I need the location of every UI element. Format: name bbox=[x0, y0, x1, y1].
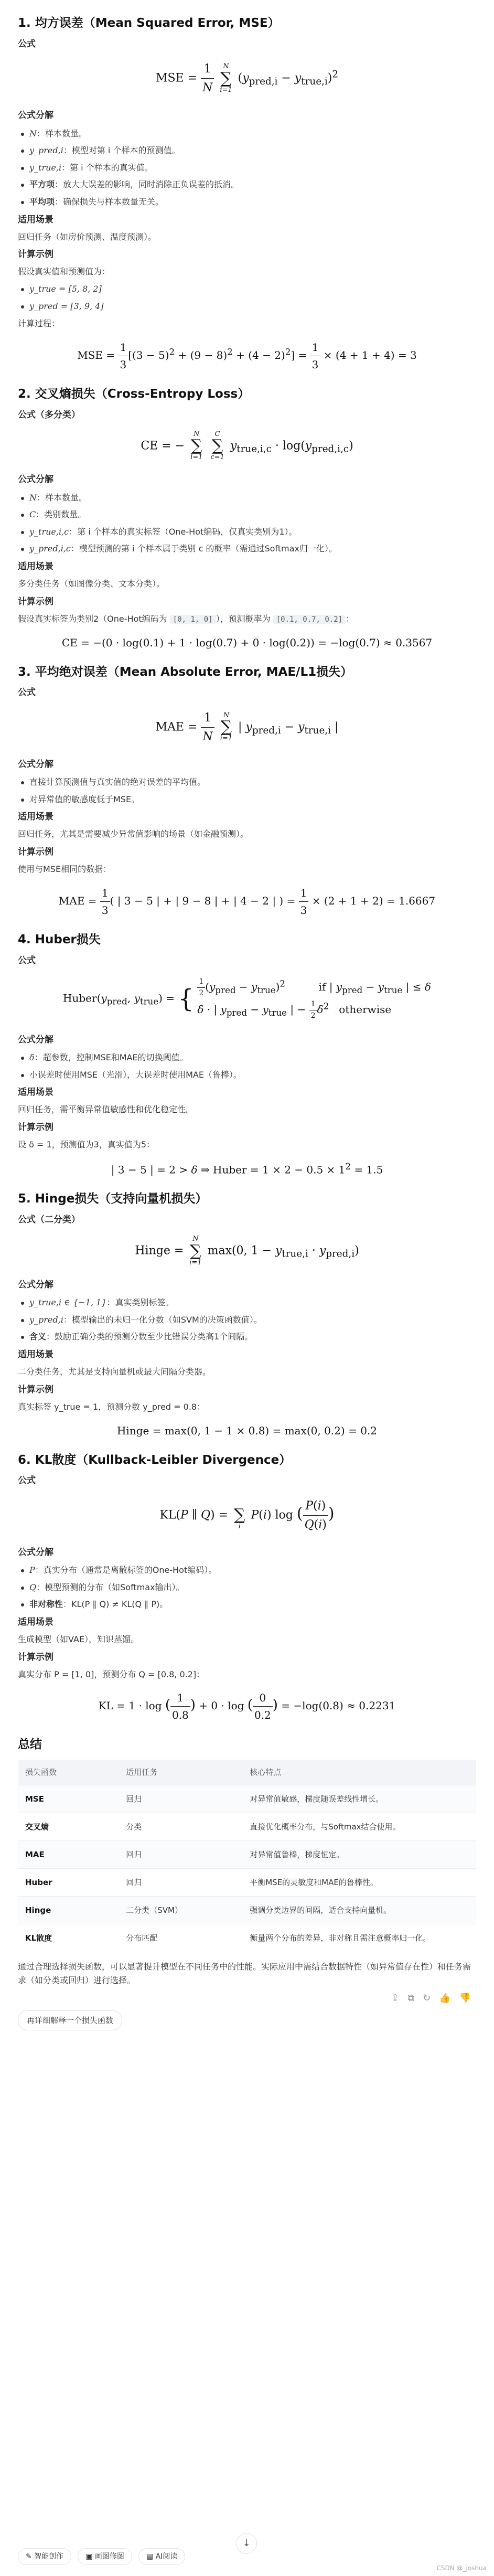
example-text: 假设真实标签为类别2（One-Hot编码为 [0, 1, 0] ），预测概率为 [0.1, 0.7, 0.2] ： bbox=[18, 613, 355, 624]
list-item: 非对称性：KL(P ∥ Q) ≠ KL(Q ∥ P)。 bbox=[18, 1598, 476, 1611]
table-row: Huber 回归 平衡MSE的灵敏度和MAE的鲁棒性。 bbox=[18, 1869, 476, 1897]
list-item: 对异常值的敏感度低于MSE。 bbox=[18, 793, 476, 806]
scene-label: 适用场景 bbox=[18, 1087, 53, 1098]
section-title: 总结 bbox=[18, 1738, 42, 1752]
decomp-label: 公式分解 bbox=[18, 474, 53, 485]
example-intro: 设 δ = 1，预测值为3，真实值为5： bbox=[18, 1140, 155, 1150]
formula-label: 公式 bbox=[18, 687, 36, 698]
decomp-list bbox=[18, 1296, 476, 1344]
message-actions bbox=[23, 1991, 471, 2006]
list-item: y_true,i：第 i 个样本的真实值。 bbox=[18, 161, 476, 175]
table-header: 适用任务 bbox=[119, 1760, 242, 1785]
example-label: 计算示例 bbox=[18, 1122, 53, 1133]
list-item: P：真实分布（通常是离散标签的One-Hot编码）。 bbox=[18, 1563, 476, 1577]
scene-text: 生成模型（如VAE），知识蒸馏。 bbox=[18, 1634, 139, 1645]
section-summary bbox=[18, 1735, 476, 2030]
inline-code: [0, 1, 0] bbox=[170, 615, 216, 624]
table-row: MAE 回归 对异常值鲁棒，梯度恒定。 bbox=[18, 1841, 476, 1869]
list-item: y_true = [5, 8, 2] bbox=[18, 282, 476, 296]
table-header: 核心特点 bbox=[242, 1760, 476, 1785]
section-hinge bbox=[18, 1189, 476, 1439]
section-huber bbox=[18, 930, 476, 1178]
list-item: y_true,i,c：第 i 个样本的真实标签（One-Hot编码，仅真实类别为1）。 bbox=[18, 525, 476, 539]
example-intro: 假设真实值和预测值为： bbox=[18, 267, 111, 277]
ce-formula: CE = − N ∑ i=1 C ∑ c=1 $y_{true,i,c} \cdot \log(y_{pred,i,c})$ bbox=[141, 430, 353, 462]
formula-label: 公式 bbox=[18, 38, 36, 49]
list-item: 含义：鼓励正确分类的预测分数至少比错误分类高1个间隔。 bbox=[18, 1330, 476, 1344]
summary-table bbox=[18, 1760, 476, 1952]
ask-more-button[interactable]: 再详细解释一个损失函数 bbox=[18, 2010, 122, 2030]
mse-example-formula: MSE = $\frac{1}{3}$ $[(3 - 5)^2 + (9 - 8)^2 + (4 - 2)^2]$ = $\frac{1}{3}$ × (4 + 1 + 4) = 3 bbox=[18, 339, 476, 373]
hinge-formula: Hinge = N ∑ i=1 max(0, $1 - y_{true,i} \cdot y_{pred,i}$) bbox=[135, 1235, 359, 1266]
scene-text: 回归任务（如房价预测、温度预测）。 bbox=[18, 231, 157, 242]
formula-label: 公式（二分类） bbox=[18, 1215, 80, 1226]
list-item: y_pred,i：模型对第 i 个样本的预测值。 bbox=[18, 144, 476, 157]
huber-formula: $Huber(y_{pred}$, $y_{true}$) = { $\frac{1}{2}$ $(y_{pred} - y_{true})^2$ if | $y_{pred} - y_{true}$ | ≤ δ δ · | $y_{pred} - y_{true}$ | − $\frac{1}{2}$ $\delta^2$ otherwise bbox=[63, 977, 431, 1020]
decomp-list bbox=[18, 491, 476, 556]
example-values bbox=[18, 282, 476, 313]
table-row: 交叉熵 分类 直接优化概率分布，与Softmax结合使用。 bbox=[18, 1813, 476, 1841]
example-label: 计算示例 bbox=[18, 1652, 53, 1663]
huber-example-formula: | 3 − 5 | = 2 > δ ⇒ Huber = $1 \times 2 - 0.5 \times 1^2 = 1.5$ bbox=[111, 1161, 383, 1176]
section-title: 2. 交叉熵损失（Cross-Entropy Loss） bbox=[18, 387, 250, 401]
example-label: 计算示例 bbox=[18, 847, 53, 858]
decomp-list bbox=[18, 775, 476, 806]
example-label: 计算示例 bbox=[18, 249, 53, 260]
hinge-example-formula: Hinge = max(0, 1 − 1 × 0.8) = max(0, 0.2) = 0.2 bbox=[116, 1424, 377, 1437]
decomp-label: 公式分解 bbox=[18, 1034, 53, 1045]
scene-label: 适用场景 bbox=[18, 1349, 53, 1360]
smart-create-button[interactable] bbox=[18, 2548, 71, 2565]
ce-example-formula: CE = −(0 · log(0.1) + 1 · log(0.7) + 0 · log(0.2)) = −log(0.7) ≈ 0.3567 bbox=[61, 636, 433, 649]
mae-formula: MAE = $\frac{1}{N}$ N ∑ i=1 | $y_{pred,i} - y_{true,i}$ | bbox=[18, 709, 476, 746]
section-title: 5. Hinge损失（支持向量机损失） bbox=[18, 1192, 208, 1206]
arrow-down-icon: ↓ bbox=[242, 2538, 251, 2549]
decomp-list bbox=[18, 1563, 476, 1611]
ai-read-button[interactable] bbox=[138, 2548, 185, 2565]
example-intro: 真实标签 y_true = 1，预测分数 y_pred = 0.8： bbox=[18, 1401, 206, 1412]
kl-formula: KL(P ∥ Q) = ∑ i P(i) log ( $\frac{P(i)}{Q(i)}$ ) bbox=[18, 1497, 476, 1534]
tool-label: 智能创作 bbox=[34, 2552, 64, 2561]
formula-label: 公式 bbox=[18, 1475, 36, 1486]
section-title: 6. KL散度（Kullback-Leibler Divergence） bbox=[18, 1453, 292, 1467]
list-item: 直接计算预测值与真实值的绝对误差的平均值。 bbox=[18, 775, 476, 789]
draw-edit-button[interactable] bbox=[78, 2548, 132, 2565]
list-item: Q：模型预测的分布（如Softmax输出）。 bbox=[18, 1581, 476, 1594]
scene-text: 回归任务，需平衡异常值敏感性和优化稳定性。 bbox=[18, 1104, 195, 1115]
section-mse bbox=[18, 14, 476, 373]
scene-text: 多分类任务（如图像分类、文本分类）。 bbox=[18, 579, 165, 589]
list-item: y_pred,i,c：模型预测的第 i 个样本属于类别 c 的概率（需通过Softmax归一化）。 bbox=[18, 542, 476, 556]
tool-label: AI阅读 bbox=[155, 2552, 178, 2561]
bottom-toolbar bbox=[18, 2543, 476, 2570]
decomp-list bbox=[18, 127, 476, 209]
section-title: 4. Huber损失 bbox=[18, 932, 101, 946]
watermark: CSDN @_joshua bbox=[436, 2564, 487, 2572]
scene-label: 适用场景 bbox=[18, 1616, 53, 1627]
scene-label: 适用场景 bbox=[18, 561, 53, 572]
list-item: 平均项：确保损失与样本数量无关。 bbox=[18, 195, 476, 209]
scene-label: 适用场景 bbox=[18, 812, 53, 823]
decomp-label: 公式分解 bbox=[18, 110, 53, 121]
copy-icon[interactable]: ⧉ bbox=[407, 1993, 415, 2004]
decomp-label: 公式分解 bbox=[18, 759, 53, 770]
table-header-row bbox=[18, 1760, 476, 1785]
table-header: 损失函数 bbox=[18, 1760, 119, 1785]
list-item: y_true,i ∈ {−1, 1}：真实类别标签。 bbox=[18, 1296, 476, 1310]
sparkle-icon: ✎ bbox=[26, 2552, 32, 2561]
regenerate-icon[interactable]: ↻ bbox=[423, 1993, 431, 2004]
list-item: N：样本数量。 bbox=[18, 127, 476, 141]
example-label: 计算示例 bbox=[18, 596, 53, 607]
scene-text: 二分类任务，尤其是支持向量机或最大间隔分类器。 bbox=[18, 1367, 211, 1377]
decomp-label: 公式分解 bbox=[18, 1547, 53, 1558]
thumbs-down-icon[interactable]: 👎 bbox=[459, 1993, 471, 2004]
list-item: 平方项：放大大误差的影响，同时消除正负误差的抵消。 bbox=[18, 178, 476, 191]
section-title: 3. 平均绝对误差（Mean Absolute Error, MAE/L1损失） bbox=[18, 665, 353, 679]
decomp-label: 公式分解 bbox=[18, 1280, 53, 1291]
example-intro: 使用与MSE相同的数据： bbox=[18, 864, 112, 875]
decomp-list bbox=[18, 1051, 476, 1081]
image-icon: ▣ bbox=[85, 2552, 93, 2561]
section-title: 1. 均方误差（Mean Squared Error, MSE） bbox=[18, 16, 280, 30]
share-icon[interactable]: ⇪ bbox=[391, 1993, 400, 2004]
example-label: 计算示例 bbox=[18, 1384, 53, 1395]
list-item: C：类别数量。 bbox=[18, 508, 476, 521]
example-intro: 真实分布 P = [1, 0]，预测分布 Q = [0.8, 0.2]： bbox=[18, 1669, 205, 1679]
formula-label: 公式（多分类） bbox=[18, 409, 80, 420]
conclusion-text: 通过合理选择损失函数，可以显著提升模型在不同任务中的性能。实际应用中需结合数据特性（如异常值存在性）和任务需求（如分类或回归）进行选择。 bbox=[18, 1962, 471, 1985]
section-cross-entropy bbox=[18, 385, 476, 651]
scene-text: 回归任务，尤其是需要减少异常值影响的场景（如金融预测）。 bbox=[18, 829, 249, 839]
section-mae bbox=[18, 663, 476, 919]
mse-formula: MSE = $\frac{1}{N}$ N ∑ i=1 $(y_{pred,i} - y_{true,i})^2$ bbox=[18, 60, 476, 97]
table-row: Hinge 二分类（SVM） 强调分类边界的间隔，适合支持向量机。 bbox=[18, 1897, 476, 1924]
list-item: 小误差时使用MSE（光滑），大误差时使用MAE（鲁棒）。 bbox=[18, 1068, 476, 1082]
scene-label: 适用场景 bbox=[18, 214, 53, 225]
book-icon: ▤ bbox=[146, 2552, 154, 2561]
mae-example-formula: MAE = $\frac{1}{3}$ ( | 3 − 5 | + | 9 − 8 | + | 4 − 2 | ) = $\frac{1}{3}$ × (2 + 1 + 2) = 1.6667 bbox=[18, 885, 476, 919]
table-row: MSE 回归 对异常值敏感，梯度随误差线性增长。 bbox=[18, 1785, 476, 1813]
kl-example-formula: KL = 1 · log ( $\frac{1}{0.8}$ ) + 0 · log ( $\frac{0}{0.2}$ ) = −log(0.8) ≈ 0.2231 bbox=[18, 1689, 476, 1723]
table-row: KL散度 分布匹配 衡量两个分布的差异，非对称且需注意概率归一化。 bbox=[18, 1924, 476, 1952]
section-kl bbox=[18, 1451, 476, 1724]
list-item: N：样本数量。 bbox=[18, 491, 476, 505]
inline-code: [0.1, 0.7, 0.2] bbox=[273, 615, 346, 624]
process-label: 计算过程： bbox=[18, 318, 60, 329]
formula-label: 公式 bbox=[18, 955, 36, 966]
thumbs-up-icon[interactable]: 👍 bbox=[439, 1993, 451, 2004]
list-item: y_pred,i：模型输出的未归一化分数（如SVM的决策函数值）。 bbox=[18, 1313, 476, 1327]
list-item: δ：超参数，控制MSE和MAE的切换阈值。 bbox=[18, 1051, 476, 1065]
list-item: y_pred = [3, 9, 4] bbox=[18, 300, 476, 313]
tool-label: 画图修图 bbox=[94, 2552, 124, 2561]
